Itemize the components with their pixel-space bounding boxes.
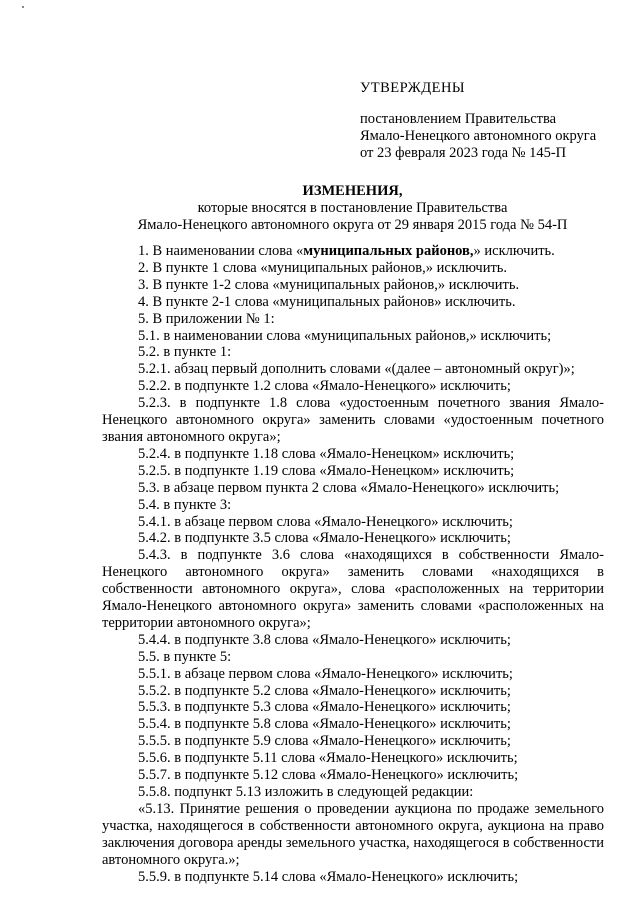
list-item: 5.5.6. в подпункте 5.11 слова «Ямало-Ненецкого» исключить; bbox=[138, 750, 518, 767]
document-subtitle: Ямало-Ненецкого автономного округа от 29 января 2015 года № 54-П bbox=[137, 217, 568, 233]
document-heading bbox=[100, 183, 605, 234]
list-item: 5. В приложении № 1: bbox=[138, 310, 275, 327]
list-item: 5.2.3. в подпункте 1.8 слова «удостоенным почетного звания Ямало-Ненецкого автономного округа» заменить словами «удостоенным почетного звания автономного округа»; bbox=[102, 395, 604, 445]
list-item: 5.4.3. в подпункте 3.6 слова «находящихся в собственности Ямало-Ненецкого автономного округа» заменить словами «находящихся в собственности автономного округа», слова «расположенных на территории Ямало-Ненецкого автономного округа» заменить словами «расположенных на территории автономного округа»; bbox=[102, 547, 604, 631]
document-subtitle: которые вносятся в постановление Правительства bbox=[197, 200, 508, 216]
list-item: 5.5.3. в подпункте 5.3 слова «Ямало-Ненецкого» исключить; bbox=[138, 699, 511, 716]
list-item: 3. В пункте 1-2 слова «муниципальных районов,» исключить. bbox=[138, 276, 520, 293]
approval-line: Ямало-Ненецкого автономного округа bbox=[360, 128, 597, 144]
list-item: 1. В наименовании слова «муниципальных районов,» исключить. bbox=[138, 243, 555, 259]
list-item: 4. В пункте 2-1 слова «муниципальных районов» исключить. bbox=[138, 293, 516, 310]
list-item: 5.5.8. подпункт 5.13 изложить в следующей редакции: bbox=[138, 784, 474, 800]
list-item: 5.2.1. абзац первый дополнить словами «(далее – автономный округ)»; bbox=[138, 361, 575, 378]
list-item: 5.4.1. в абзаце первом слова «Ямало-Ненецкого» исключить; bbox=[138, 513, 513, 530]
document-title: ИЗМЕНЕНИЯ, bbox=[302, 183, 403, 199]
list-item: 5.2.4. в подпункте 1.18 слова «Ямало-Ненецком» исключить; bbox=[138, 445, 515, 462]
approval-line: постановлением Правительства bbox=[360, 111, 557, 127]
list-item: 5.2.5. в подпункте 1.19 слова «Ямало-Ненецком» исключить; bbox=[138, 462, 515, 479]
list-item: 5.5.7. в подпункте 5.12 слова «Ямало-Ненецкого» исключить; bbox=[138, 767, 519, 784]
quoted-paragraph: «5.13. Принятие решения о проведении аукциона по продаже земельного участка, находящегося в собственности автономного округа, аукциона на право заключения договора аренды земельного участка, находящегося в собственности автономного округа.»; bbox=[102, 800, 604, 868]
list-item: 5.3. в абзаце первом пункта 2 слова «Ямало-Ненецкого» исключить; bbox=[138, 479, 560, 496]
scan-speck bbox=[22, 6, 24, 8]
list-item: 5.5.4. в подпункте 5.8 слова «Ямало-Ненецкого» исключить; bbox=[138, 716, 511, 733]
list-item: 5.2.2. в подпункте 1.2 слова «Ямало-Ненецкого» исключить; bbox=[138, 378, 511, 395]
approval-block bbox=[360, 80, 596, 162]
list-item: 5.5.5. в подпункте 5.9 слова «Ямало-Ненецкого» исключить; bbox=[138, 733, 511, 750]
list-item: 5.5. в пункте 5: bbox=[138, 648, 232, 665]
list-item: 5.4.4. в подпункте 3.8 слова «Ямало-Ненецкого» исключить; bbox=[138, 631, 511, 648]
document-body bbox=[102, 243, 604, 885]
bold-phrase: муниципальных районов, bbox=[303, 243, 474, 259]
list-item: 5.4. в пункте 3: bbox=[138, 496, 232, 513]
approval-line: от 23 февраля 2023 года № 145-П bbox=[360, 145, 567, 161]
list-item: 5.5.1. в абзаце первом слова «Ямало-Ненецкого» исключить; bbox=[138, 665, 513, 682]
list-item: 5.4.2. в подпункте 3.5 слова «Ямало-Ненецкого» исключить; bbox=[138, 530, 511, 547]
list-item: 2. В пункте 1 слова «муниципальных районов,» исключить. bbox=[138, 259, 508, 276]
approval-stamp: УТВЕРЖДЕНЫ bbox=[360, 80, 466, 96]
list-item: 5.2. в пункте 1: bbox=[138, 344, 232, 361]
list-item: 5.5.9. в подпункте 5.14 слова «Ямало-Ненецкого» исключить; bbox=[138, 868, 519, 885]
list-item: 5.1. в наименовании слова «муниципальных районов,» исключить; bbox=[138, 327, 552, 344]
list-item: 5.5.2. в подпункте 5.2 слова «Ямало-Ненецкого» исключить; bbox=[138, 682, 511, 699]
